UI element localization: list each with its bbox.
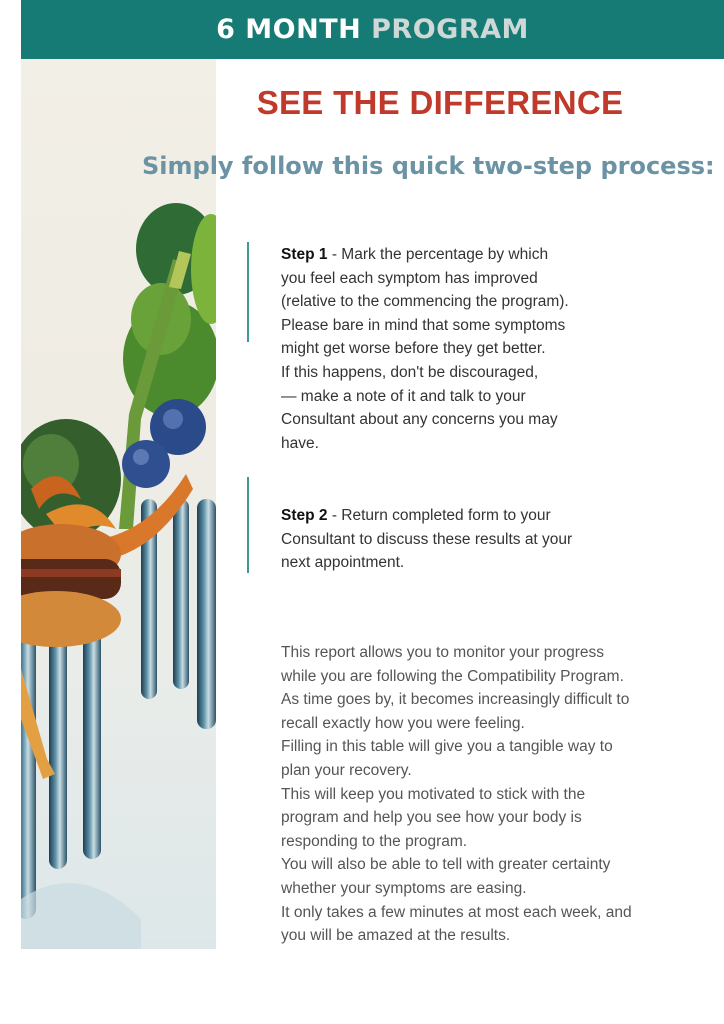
report-description: This report allows you to monitor your progress while you are following the Compatibility Program. As time goes by, it becomes increasingly difficult to recall exactly how you were feeling. Filling in this table will give you a tangible way to plan your recovery. This will keep you motivated to stick with the program and help you see how your body is responding to the program. You will also be able to tell with greater certainty whether your symptoms are easing. It only takes a few minutes at most each week, and you will be amazed at the results. xyxy=(281,644,632,945)
step2-description: - Return completed form to your Consultant to discuss these results at your next appointment. xyxy=(281,507,573,572)
step2-divider xyxy=(247,477,249,573)
step2-text xyxy=(281,504,621,575)
sub-heading: Simply follow this quick two-step process: xyxy=(142,152,715,180)
main-heading: SEE THE DIFFERENCE xyxy=(256,84,624,121)
step1-description: - Mark the percentage by which you feel each symptom has improved (relative to the commencing the program). Please bare in mind that some symptoms might get worse before they get better. If this happens, don't be discouraged, — make a note of it and talk to your Consultant about any concerns you may have. xyxy=(281,246,569,452)
header-bar xyxy=(21,0,724,59)
header-title xyxy=(216,14,529,45)
step1-divider xyxy=(247,242,249,342)
header-title-part2: PROGRAM xyxy=(371,14,529,45)
step1-label: Step 1 xyxy=(281,246,328,263)
step2-label: Step 2 xyxy=(281,507,328,524)
fork-food-image xyxy=(21,59,216,949)
step1-text xyxy=(281,243,621,455)
header-title-part1: 6 MONTH xyxy=(216,14,362,45)
